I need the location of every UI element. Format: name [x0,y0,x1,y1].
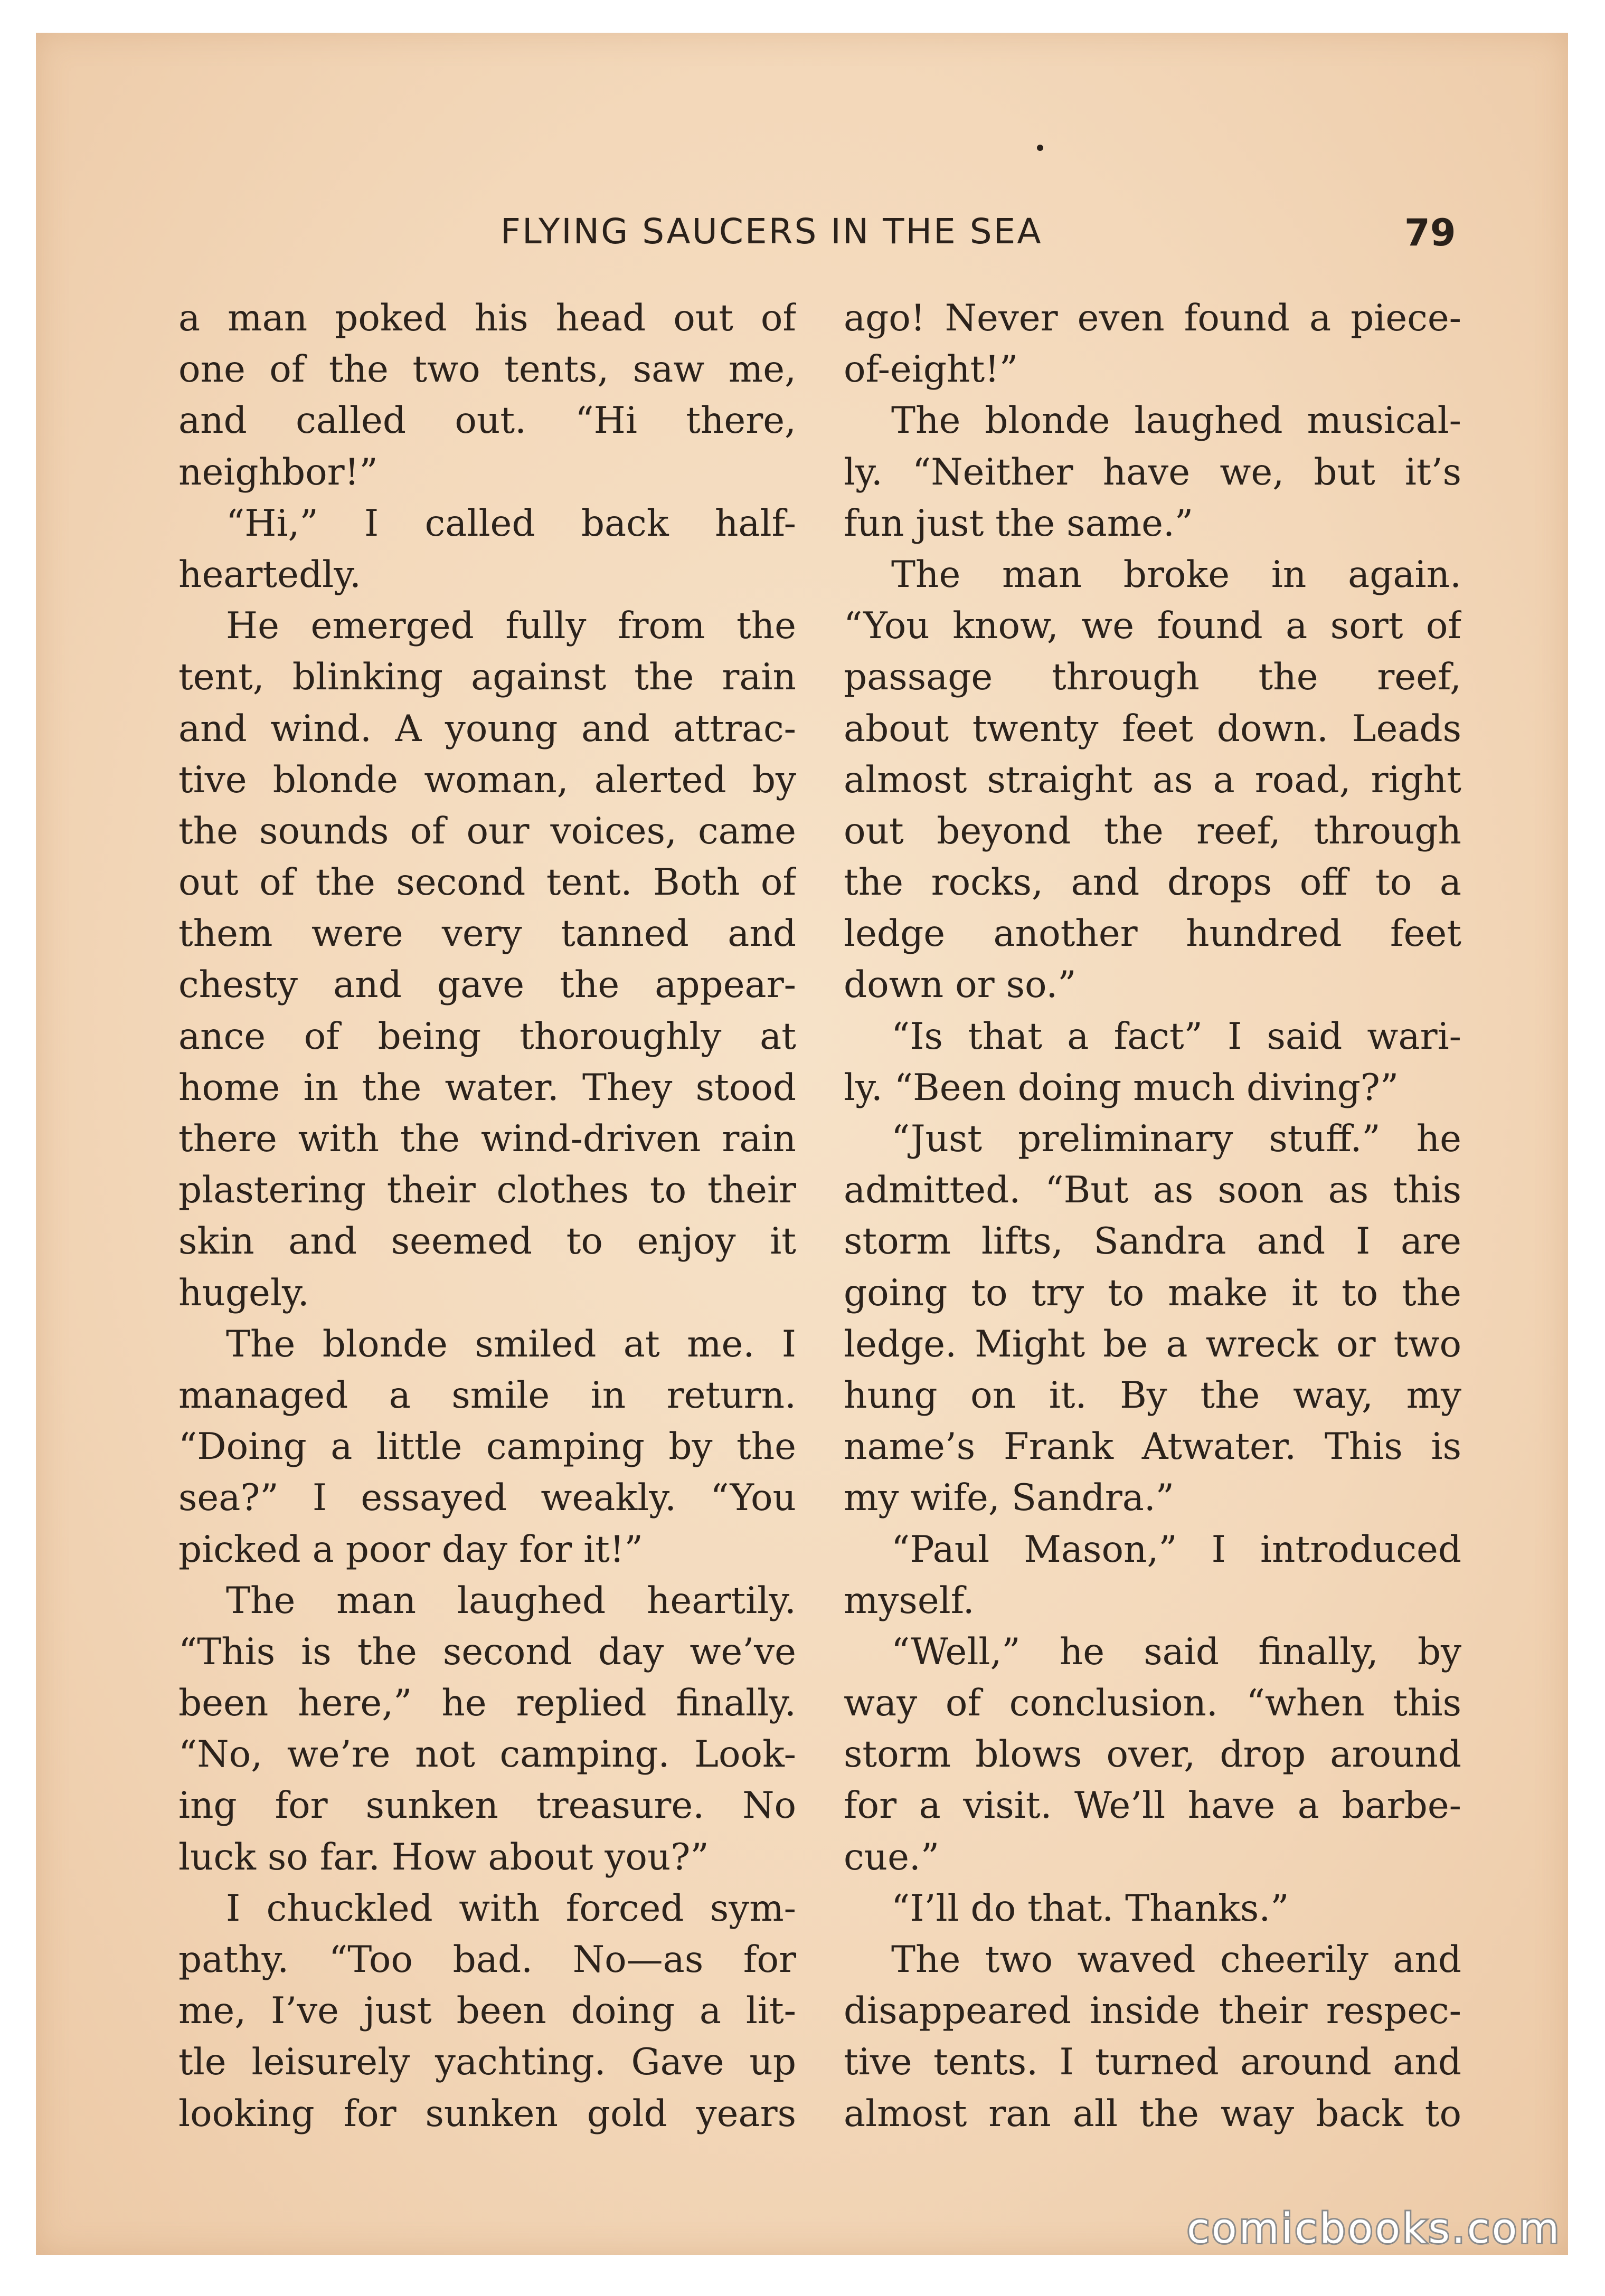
text-line: home in the water. They stood [178,1066,796,1109]
text-line: name’s Frank Atwater. This is [844,1426,1461,1468]
text-line: hugely. [178,1272,309,1314]
text-line: “Doing a little camping by the [178,1426,796,1468]
text-line: ly. “Been doing much diving?” [844,1066,1399,1109]
text-line: “This is the second day we’ve [178,1630,796,1673]
text-line: myself. [844,1579,975,1622]
text-line: for a visit. We’ll have a barbe- [844,1785,1461,1827]
text-line: one of the two tents, saw me, [178,348,796,391]
text-line: sea?” I essayed weakly. “You [178,1477,796,1520]
text-line: The man broke in again. [891,553,1461,596]
text-line: “Is that a fact” I said wari- [891,1015,1461,1058]
text-line: luck so far. How about you?” [178,1836,709,1878]
text-line: about twenty feet down. Leads [844,707,1461,750]
right-text-column [844,293,1461,2140]
text-line: ly. “Neither have we, but it’s [844,451,1461,494]
text-line: my wife, Sandra.” [844,1477,1175,1520]
text-line: “Paul Mason,” I introduced [891,1528,1461,1571]
text-line: picked a poor day for it!” [178,1528,643,1571]
page-number: 79 [1404,211,1456,254]
text-line: and wind. A young and attrac- [178,707,796,750]
text-line: tle leisurely yachting. Gave up [178,2041,796,2084]
text-line: ledge. Might be a wreck or two [844,1323,1461,1365]
text-line: I chuckled with forced sym- [226,1887,796,1930]
text-line: “You know, we found a sort of [844,605,1461,648]
text-line: storm lifts, Sandra and I are [844,1220,1461,1263]
text-line: heartedly. [178,553,361,596]
text-line: managed a smile in return. [178,1374,796,1417]
text-line: plastering their clothes to their [178,1169,796,1212]
text-line: me, I’ve just been doing a lit- [178,1990,796,2033]
text-line: ing for sunken treasure. No [178,1785,796,1827]
text-line: chesty and gave the appear- [178,964,796,1007]
text-line: “Well,” he said finally, by [891,1630,1461,1673]
text-line: passage through the reef, [844,656,1461,699]
watermark: comicbooks.com [1187,2205,1562,2253]
text-line: a man poked his head out of [178,297,796,339]
text-line: The two waved cheerily and [891,1939,1461,1981]
text-line: skin and seemed to enjoy it [178,1220,796,1263]
text-line: out of the second tent. Both of [178,861,796,904]
text-line: He emerged fully from the [226,605,796,648]
text-line: been here,” he replied finally. [178,1682,796,1725]
text-line: and called out. “Hi there, [178,400,796,442]
text-line: pathy. “Too bad. No—as for [178,1939,796,1981]
text-line: ledge another hundred feet [844,913,1461,955]
left-text-column [178,293,796,2140]
text-line: of-eight!” [844,348,1018,391]
text-line: the rocks, and drops off to a [844,861,1461,904]
text-line: the sounds of our voices, came [178,810,796,852]
text-line: “I’ll do that. Thanks.” [891,1887,1289,1930]
text-line: them were very tanned and [178,913,796,955]
text-line: tive blonde woman, alerted by [178,758,796,801]
text-line: tent, blinking against the rain [178,656,796,699]
text-line: The blonde laughed musical- [891,400,1461,442]
text-line: storm blows over, drop around [844,1733,1461,1776]
text-line: almost ran all the way back to [844,2092,1461,2135]
text-line: out beyond the reef, through [844,810,1461,852]
running-head: FLYING SAUCERS IN THE SEA [501,211,1043,252]
text-line: looking for sunken gold years [178,2092,796,2135]
text-line: tive tents. I turned around and [844,2041,1461,2084]
text-line: The blonde smiled at me. I [226,1323,796,1365]
text-line: almost straight as a road, right [844,758,1461,801]
text-line: ance of being thoroughly at [178,1015,796,1058]
text-line: neighbor!” [178,451,378,494]
text-line: “Just preliminary stuff.” he [891,1118,1461,1160]
text-line: down or so.” [844,964,1077,1007]
text-line: going to try to make it to the [844,1272,1461,1314]
text-line: “Hi,” I called back half- [226,502,796,545]
text-line: disappeared inside their respec- [844,1990,1461,2033]
ink-speck [1037,145,1043,151]
text-line: admitted. “But as soon as this [844,1169,1461,1212]
text-line: there with the wind-driven rain [178,1118,796,1160]
text-line: fun just the same.” [844,502,1194,545]
text-line: way of conclusion. “when this [844,1682,1461,1725]
text-line: “No, we’re not camping. Look- [178,1733,796,1776]
text-line: The man laughed heartily. [226,1579,796,1622]
text-line: ago! Never even found a piece- [844,297,1461,339]
text-line: hung on it. By the way, my [844,1374,1461,1417]
text-line: cue.” [844,1836,940,1878]
